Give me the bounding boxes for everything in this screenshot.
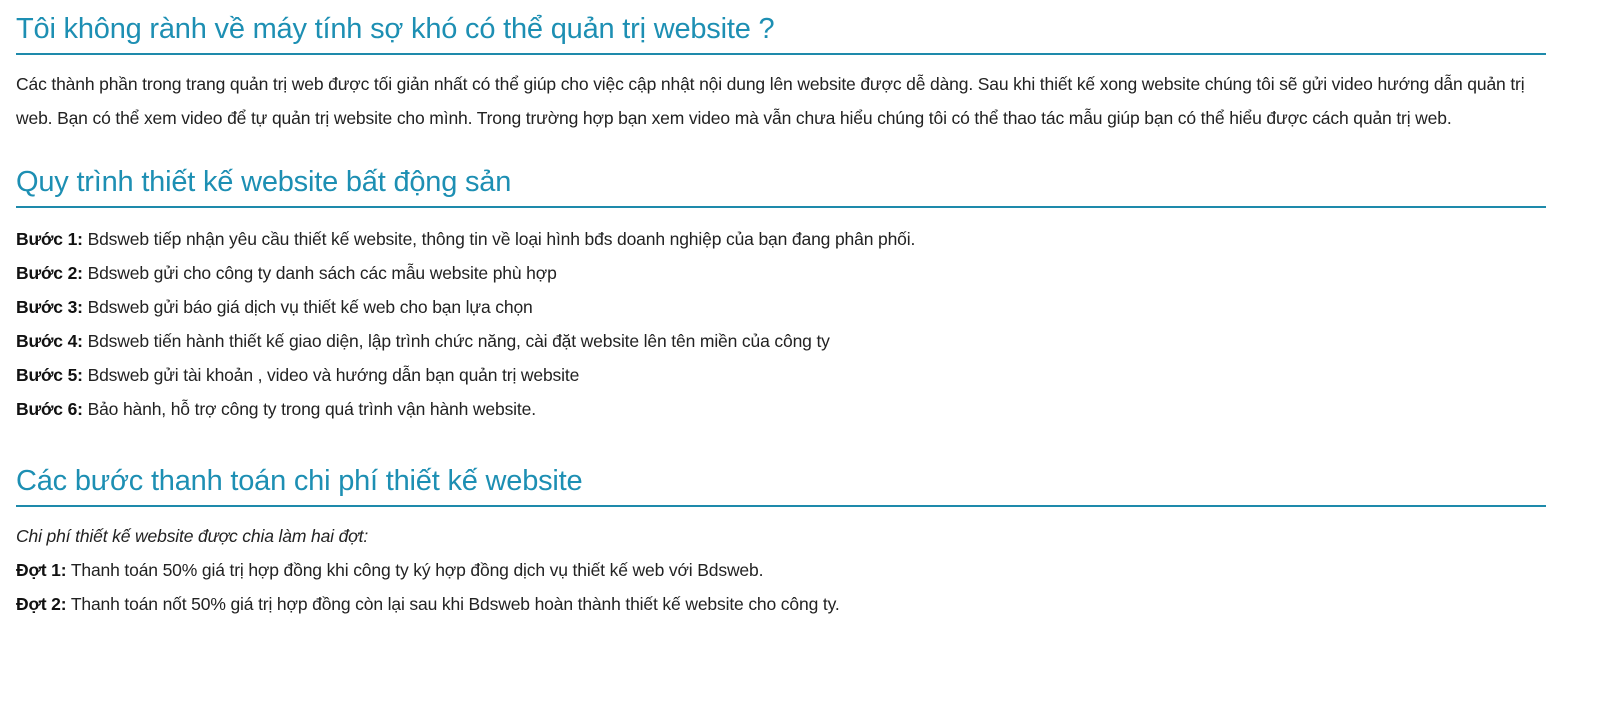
installment-text: Thanh toán nốt 50% giá trị hợp đồng còn lại sau khi Bdsweb hoàn thành thiết kế website cho công ty. <box>66 594 840 614</box>
section-title-design-process: Quy trình thiết kế website bất động sản <box>16 161 1546 208</box>
process-step-3 <box>16 290 1546 324</box>
admin-faq-paragraph: Các thành phần trong trang quản trị web được tối giản nhất có thể giúp cho việc cập nhật nội dung lên website được dễ dàng. Sau khi thiết kế xong website chúng tôi sẽ gửi video hướng dẫn quản trị web. Bạn có thể xem video để tự quản trị website cho mình. Trong trường hợp bạn xem video mà vẫn chưa hiểu chúng tôi có thể thao tác mẫu giúp bạn có thể hiểu được cách quản trị web. <box>16 74 1525 128</box>
step-text: Bdsweb gửi cho công ty danh sách các mẫu website phù hợp <box>82 263 557 283</box>
step-label: Bước 5: <box>16 365 83 385</box>
article-content <box>16 0 1546 621</box>
installment-label: Đợt 1: <box>16 560 67 580</box>
step-label: Bước 2: <box>16 263 83 283</box>
process-step-5 <box>16 358 1546 392</box>
step-text: Bdsweb gửi tài khoản , video và hướng dẫn bạn quản trị website <box>82 365 580 385</box>
payment-installment-1 <box>16 553 1546 587</box>
step-label: Bước 1: <box>16 229 83 249</box>
step-text: Bảo hành, hỗ trợ công ty trong quá trình vận hành website. <box>82 399 536 419</box>
step-text: Bdsweb gửi báo giá dịch vụ thiết kế web cho bạn lựa chọn <box>82 297 533 317</box>
installment-label: Đợt 2: <box>16 594 67 614</box>
section-admin-faq <box>16 8 1546 135</box>
step-text: Bdsweb tiến hành thiết kế giao diện, lập trình chức năng, cài đặt website lên tên miền của công ty <box>82 331 830 351</box>
process-step-1 <box>16 222 1546 256</box>
step-label: Bước 6: <box>16 399 83 419</box>
section-design-process <box>16 161 1546 426</box>
step-label: Bước 4: <box>16 331 83 351</box>
process-steps-list <box>16 222 1546 426</box>
process-step-6 <box>16 392 1546 426</box>
installment-text: Thanh toán 50% giá trị hợp đồng khi công ty ký hợp đồng dịch vụ thiết kế web với Bdsweb. <box>66 560 764 580</box>
step-text: Bdsweb tiếp nhận yêu cầu thiết kế website, thông tin về loại hình bđs doanh nghiệp của bạn đang phân phối. <box>82 229 916 249</box>
process-step-2 <box>16 256 1546 290</box>
step-label: Bước 3: <box>16 297 83 317</box>
payment-installments-list <box>16 553 1546 621</box>
section-title-payment-steps: Các bước thanh toán chi phí thiết kế website <box>16 460 1546 507</box>
section-payment-steps <box>16 460 1546 621</box>
payment-installment-2 <box>16 587 1546 621</box>
process-step-4 <box>16 324 1546 358</box>
payment-intro: Chi phí thiết kế website được chia làm hai đợt: <box>16 526 369 546</box>
section-title-admin-faq: Tôi không rành về máy tính sợ khó có thể quản trị website ? <box>16 8 1546 55</box>
